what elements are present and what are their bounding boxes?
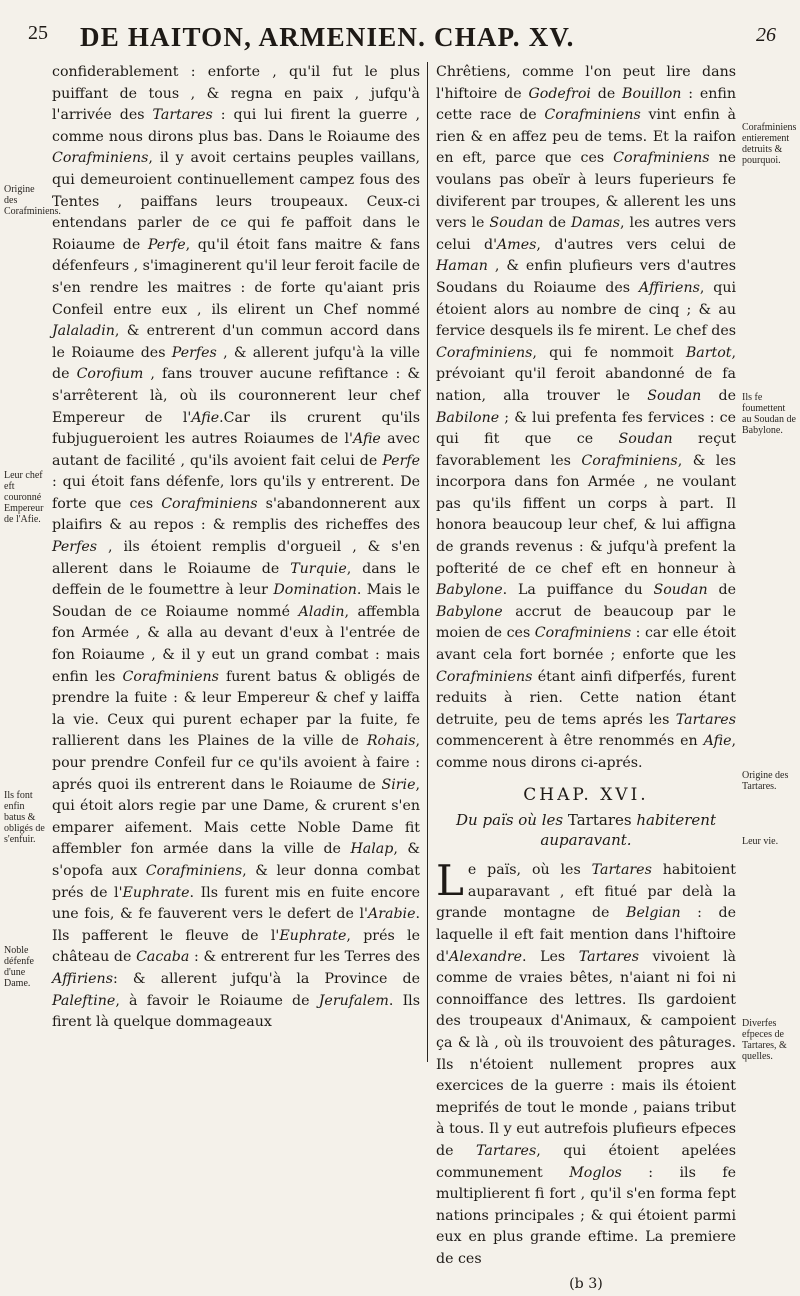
right-column xyxy=(436,62,736,1296)
right-paragraph-1: Chrêtiens, comme l'on peut lire dans l'hiftoire de Godefroi de Bouillon : enfin cette race de Corafminiens vint enfin à rien & en affez peu de tems. Et la raifon en eft, parce que ces Corafminiens ne voulans pas obeïr à leurs fuperieurs fe diviferent par troupes, & allerent les uns vers le Soudan de Damas, les autres vers celui d'Ames, d'autres vers celui de Haman , & enfin plufieurs vers d'autres Soudans du Roiaume des Affiriens, qui étoient alors au nombre de cinq ; & au fervice desquels ils fe mirent. Le chef des Corafminiens, qui fe nommoit Bartot, prévoiant qu'il feroit abandonné de fa nation, alla trouver le Soudan de Babilone ; & lui prefenta fes fervices : ce qui fit que ce Soudan reçut favorablement les Corafminiens, & les incorpora dans fon Armée , ne voulant pas qu'ils fiffent un corps à part. Il honora beaucoup leur chef, & lui affigna de grands revenus : & jufqu'à prefent la pofterité de ce chef eft en honneur à Babylone. La puiffance du Soudan de Babylone accrut de beaucoup par le moien de ces Corafminiens : car elle étoit avant cela fort bornée ; enforte que les Corafminiens étant ainfi difperfés, furent reduits à rien. Cette nation étant detruite, peu de tems aprés les Tartares commencerent à être renommés en Afie, comme nous dirons ci-aprés. xyxy=(436,64,737,771)
left-paragraph: confiderablement : enforte , qu'il fut le plus puiffant de tous , & regna en paix , jufqu'à l'arrivée des Tartares : qui lui firent la guerre , comme nous dirons plus bas. Dans le Roiaume des Corafminiens, il y avoit certains peuples vaillans, qui demeuroient continuellement campez fous des Tentes , paiffans leurs troupeaux. Ceux-ci entendans parler de ce qui fe paffoit dans le Roiaume de Perfe, qu'il étoit fans maitre & fans défenfeurs , s'imaginerent qu'il leur feroit facile de s'en rendre les maitres : de forte qu'aiant pris Confeil entre eux , ils elirent un Chef nommé Jalaladin, & entrerent d'un commun accord dans le Roiaume des Perfes , & allerent jufqu'à la ville de Corofium , fans trouver aucune refiftance : & s'arrêterent là, où ils couronnerent leur chef Empereur de l'Afie.Car ils crurent qu'ils fubjugueroient les autres Roiaumes de l'Afie avec autant de facilité , qu'ils avoient fait celui de Perfe : qui étoit fans défenfe, lors qu'ils y entrerent. De forte que ces Corafminiens s'abandonnerent aux plaifirs & au repos : & remplis des richeffes des Perfes , ils étoient remplis d'orgueil , & s'en allerent dans le Roiaume de Turquie, dans le deffein de le foumettre à leur Domination. Mais le Soudan de ce Roiaume nommé Aladin, affembla fon Armée , & alla au devant d'eux à l'entrée de fon Roiaume , & il y eut un grand combat : mais enfin les Corafminiens furent batus & obligés de prendre la fuite : & leur Empereur & chef y laiffa la vie. Ceux qui purent echaper par la fuite, fe rallierent dans les Plaines de la ville de Rohais, pour prendre Confeil fur ce qu'ils avoient à faire : aprés quoi ils entrerent dans le Roiaume de Sirie, qui étoit alors regie par une Dame, & crurent s'en emparer aifement. Mais cette Noble Dame fit affembler fon armée dans la ville de Halap, & s'opofa aux Corafminiens, & leur donna combat prés de l'Euphrate. Ils furent mis en fuite encore une fois, & fe fauverent vers le defert de l'Arabie. Ils pafferent le fleuve de l'Euphrate, prés le château de Cacaba : & entrerent fur les Terres des Affiriens: & allerent jufqu'à la Province de Paleftine, à favoir le Roiaume de Jerufalem. Ils firent là quelque dommageaux xyxy=(52,64,421,1031)
margin-note-origine: Origine des Corafminiens. xyxy=(4,184,61,217)
margin-note-noble-dame: Noble défenfe d'une Dame. xyxy=(4,945,34,989)
margin-note-chef-couronne: Leur chef eft couronné Empereur de l'Afie. xyxy=(4,470,44,525)
chapter-heading: CHAP. XVI. xyxy=(523,784,649,805)
right-paragraph-2: Le païs, où les Tartares habitoient auparavant , eft fitué par delà la grande montagne de Belgian : de laquelle il eft fait mention dans l'hiftoire d'Alexandre. Les Tartares vivoient là comme de vraies bêtes, n'aiant ni foi ni connoiffance des lettres. Ils gardoient des troupeaux d'Animaux, & campoient ça & là , où ils trouvoient des pâturages. Ils n'étoient nullement propres aux exercices de la guerre : mais ils étoient meprifés de tout le monde , paians tribut à tous. Il y eut autrefois plufieurs efpeces de Tartares, qui étoient apelées communement Moglos : ils fe multiplierent fi fort , qu'il s'en forma fept nations principales ; & qui étoient parmi eux en plus grande eftime. La premiere de ces xyxy=(436,856,737,1267)
margin-note-soudan: Ils fe foumettent au Soudan de Babylone. xyxy=(742,392,796,436)
left-column xyxy=(52,62,420,1034)
page-number-right: 26 xyxy=(756,24,776,46)
drop-cap: L xyxy=(436,856,464,906)
margin-note-origine-tartares: Origine des Tartares. xyxy=(742,770,789,792)
running-header xyxy=(28,18,780,54)
margin-note-leur-vie: Leur vie. xyxy=(742,836,779,847)
column-divider xyxy=(427,62,428,1062)
margin-note-especes: Diverfes efpeces de Tartares, & quelles. xyxy=(742,1018,787,1062)
page-number-left: 25 xyxy=(28,22,48,44)
chapter-subtitle: Du païs où les Tartares habiterent auparavant. xyxy=(456,811,716,850)
margin-note-detruits: Corafminiens entierement detruits & pourquoi. xyxy=(742,122,797,166)
signature-mark: (b 3) xyxy=(569,1276,603,1293)
margin-note-batus: Ils font enfin batus & obligés de s'enfuir. xyxy=(4,790,45,845)
running-title: DE HAITON, ARMENIEN. CHAP. XV. xyxy=(80,22,575,52)
